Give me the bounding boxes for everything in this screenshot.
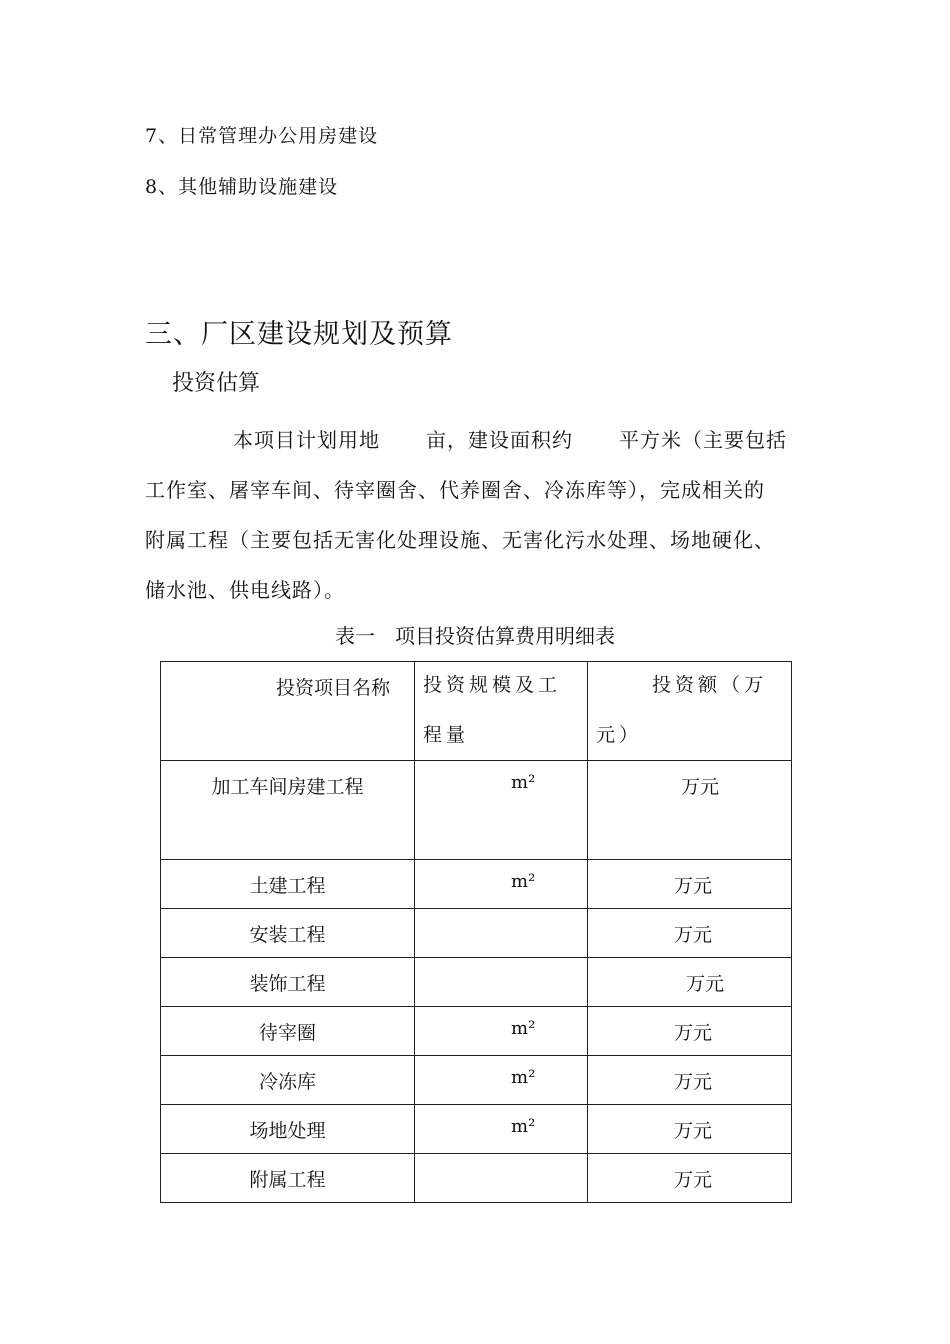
paragraph-line-1a: 本项目计划用地	[233, 428, 380, 452]
list-item-7: 7、日常管理办公用房建设	[145, 125, 379, 147]
paragraph-line-1	[233, 424, 787, 453]
row-scale: m²	[415, 860, 588, 909]
table-row	[161, 958, 792, 1007]
row-name: 场地处理	[161, 1105, 415, 1154]
header-cell-amount: 投资额（万元）	[588, 662, 792, 761]
row-name: 待宰圈	[161, 1007, 415, 1056]
row-amount: 万元	[588, 761, 792, 860]
table-header-row	[161, 662, 792, 761]
row-scale: m²	[415, 1056, 588, 1105]
row-scale: m²	[415, 761, 588, 860]
list-item-8: 8、其他辅助设施建设	[145, 176, 339, 198]
row-amount: 万元	[588, 909, 792, 958]
table-row	[161, 860, 792, 909]
row-scale	[415, 958, 588, 1007]
header-cell-name: 投资项目名称	[161, 662, 415, 761]
paragraph-line-2: 工作室、屠宰车间、待宰圈舍、代养圈舍、冷冻库等），完成相关的	[145, 478, 765, 502]
row-name: 装饰工程	[161, 958, 415, 1007]
row-scale	[415, 909, 588, 958]
row-amount: 万元	[588, 1154, 792, 1203]
table-row	[161, 1056, 792, 1105]
row-name: 冷冻库	[161, 1056, 415, 1105]
row-amount: 万元	[588, 1056, 792, 1105]
sub-heading: 投资估算	[172, 371, 261, 396]
section-heading: 三、厂区建设规划及预算	[145, 319, 453, 350]
table-row	[161, 761, 792, 860]
row-amount: 万元	[588, 1007, 792, 1056]
row-name: 附属工程	[161, 1154, 415, 1203]
row-scale	[415, 1154, 588, 1203]
row-amount: 万元	[588, 958, 792, 1007]
row-scale: m²	[415, 1105, 588, 1154]
row-amount: 万元	[588, 1105, 792, 1154]
investment-table	[160, 661, 792, 1203]
paragraph-line-1c: 平方米（主要包括	[619, 428, 787, 452]
row-name: 安装工程	[161, 909, 415, 958]
header-cell-scale: 投资规模及工程量	[415, 662, 588, 761]
row-name: 加工车间房建工程	[161, 761, 415, 860]
row-amount: 万元	[588, 860, 792, 909]
paragraph-line-3: 附属工程（主要包括无害化处理设施、无害化污水处理、场地硬化、	[145, 528, 775, 552]
paragraph-line-1b: 亩，建设面积约	[426, 428, 573, 452]
table-row	[161, 1105, 792, 1154]
table-row	[161, 1007, 792, 1056]
table-caption: 表一 项目投资估算费用明细表	[335, 624, 615, 648]
table-row	[161, 1154, 792, 1203]
row-name: 土建工程	[161, 860, 415, 909]
table-row	[161, 909, 792, 958]
row-scale: m²	[415, 1007, 588, 1056]
paragraph-line-4: 储水池、供电线路）。	[145, 578, 345, 602]
